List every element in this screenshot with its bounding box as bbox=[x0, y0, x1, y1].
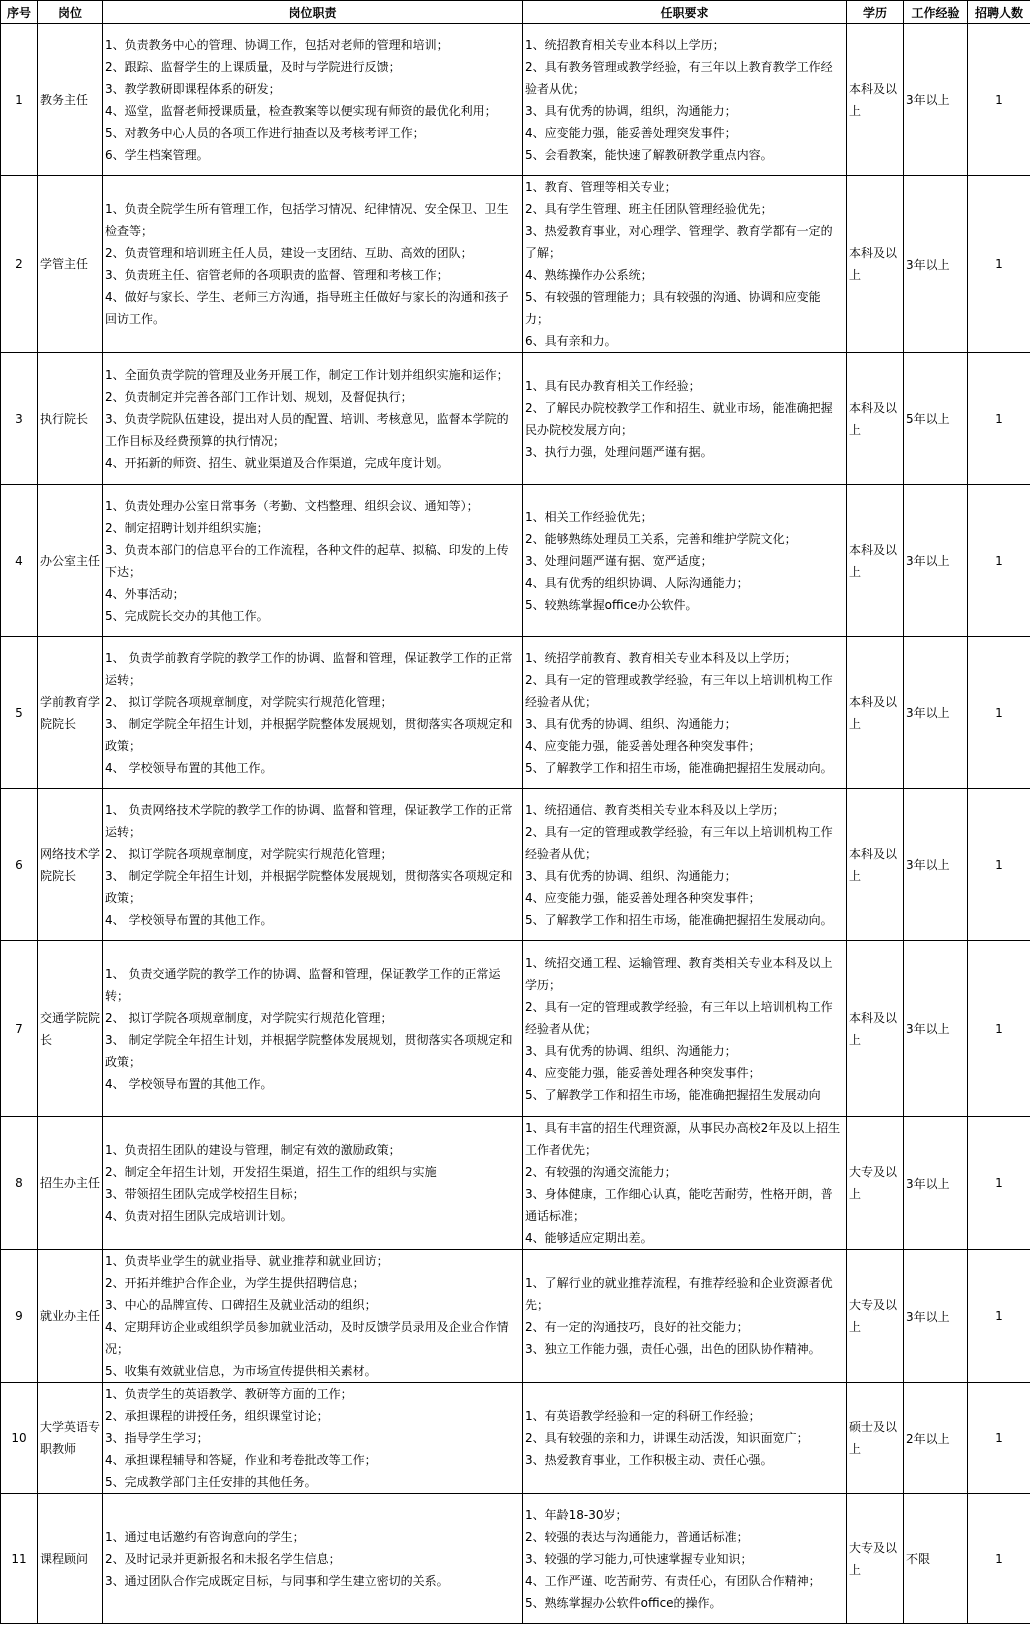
job-duties-line: 3、通过团队合作完成既定目标，与同事和学生建立密切的关系。 bbox=[105, 1573, 449, 1588]
job-requirements-line: 2、能够熟练处理员工关系，完善和维护学院文化； bbox=[525, 531, 797, 546]
job-duties-line: 3、 制定学院全年招生计划，并根据学院整体发展规划，贯彻落实各项规定和政策； bbox=[105, 1032, 513, 1069]
job-requirements bbox=[523, 1494, 847, 1624]
job-duties-line: 3、 制定学院全年招生计划，并根据学院整体发展规划，贯彻落实各项规定和政策； bbox=[105, 716, 513, 753]
job-requirements-line: 1、具有民办教育相关工作经验； bbox=[525, 378, 701, 393]
headcount: 1 bbox=[968, 789, 1030, 941]
row-number: 5 bbox=[1, 637, 38, 789]
row-number: 9 bbox=[1, 1250, 38, 1383]
job-requirements-line: 4、应变能力强，能妥善处理各种突发事件； bbox=[525, 890, 761, 905]
job-duties-line: 2、 拟订学院各项规章制度，对学院实行规范化管理； bbox=[105, 846, 393, 861]
job-duties-line: 4、巡堂，监督老师授课质量，检查教案等以便实现有师资的最优化利用； bbox=[105, 103, 497, 118]
headcount: 1 bbox=[968, 24, 1030, 176]
job-duties-line: 2、负责制定并完善各部门工作计划、规划，及督促执行； bbox=[105, 389, 413, 404]
experience: 3年以上 bbox=[904, 176, 968, 353]
job-requirements bbox=[523, 485, 847, 637]
job-title: 网络技术学院院长 bbox=[38, 789, 103, 941]
job-duties-line: 2、承担课程的讲授任务，组织课堂讨论； bbox=[105, 1409, 329, 1423]
row-number: 1 bbox=[1, 24, 38, 176]
table-row bbox=[1, 485, 1030, 637]
job-duties-line: 1、负责教务中心的管理、协调工作，包括对老师的管理和培训； bbox=[105, 37, 449, 52]
job-requirements-line: 2、较强的表达与沟通能力，普通话标准； bbox=[525, 1529, 749, 1544]
job-requirements-line: 6、具有亲和力。 bbox=[525, 334, 617, 348]
job-title: 学前教育学院院长 bbox=[38, 637, 103, 789]
job-duties bbox=[103, 789, 523, 941]
header-count: 招聘人数 bbox=[968, 1, 1030, 24]
job-duties bbox=[103, 1117, 523, 1250]
experience: 3年以上 bbox=[904, 941, 968, 1117]
job-requirements-line: 3、具有优秀的协调、组织、沟通能力； bbox=[525, 1043, 737, 1058]
table-row bbox=[1, 24, 1030, 176]
job-requirements-line: 2、了解民办院校教学工作和招生、就业市场，能准确把握民办院校发展方向； bbox=[525, 400, 833, 437]
education: 本科及以上 bbox=[847, 941, 904, 1117]
job-requirements bbox=[523, 24, 847, 176]
job-title: 招生办主任 bbox=[38, 1117, 103, 1250]
header-title: 岗位 bbox=[38, 1, 103, 24]
job-requirements-line: 3、身体健康，工作细心认真，能吃苦耐劳，性格开朗，普通话标准； bbox=[525, 1187, 833, 1223]
job-requirements bbox=[523, 1383, 847, 1494]
job-duties-line: 1、负责学生的英语教学、教研等方面的工作； bbox=[105, 1387, 353, 1401]
headcount: 1 bbox=[968, 1117, 1030, 1250]
job-duties-line: 2、 拟订学院各项规章制度，对学院实行规范化管理； bbox=[105, 1010, 393, 1025]
job-duties-line: 1、负责毕业学生的就业指导、就业推荐和就业回访； bbox=[105, 1254, 389, 1268]
education: 大专及以上 bbox=[847, 1494, 904, 1624]
job-requirements-line: 5、有较强的管理能力；具有较强的沟通、协调和应变能力； bbox=[525, 290, 821, 326]
row-number: 2 bbox=[1, 176, 38, 353]
headcount: 1 bbox=[968, 637, 1030, 789]
table-row bbox=[1, 1250, 1030, 1383]
job-duties-line: 3、 制定学院全年招生计划，并根据学院整体发展规划，贯彻落实各项规定和政策； bbox=[105, 868, 513, 905]
job-duties-line: 4、 学校领导布置的其他工作。 bbox=[105, 912, 273, 927]
job-title: 办公室主任 bbox=[38, 485, 103, 637]
job-duties-line: 5、完成教学部门主任安排的其他任务。 bbox=[105, 1475, 317, 1489]
job-requirements-line: 2、具有一定的管理或教学经验，有三年以上培训机构工作经验者从优； bbox=[525, 999, 833, 1036]
header-requirements: 任职要求 bbox=[523, 1, 847, 24]
row-number: 8 bbox=[1, 1117, 38, 1250]
job-duties-line: 2、 拟订学院各项规章制度，对学院实行规范化管理； bbox=[105, 694, 393, 709]
job-duties bbox=[103, 1383, 523, 1494]
job-duties-line: 2、负责管理和培训班主任人员，建设一支团结、互助、高效的团队； bbox=[105, 246, 473, 260]
job-duties-line: 4、定期拜访企业或组织学员参加就业活动，及时反馈学员录用及企业合作情况； bbox=[105, 1320, 509, 1356]
job-requirements-line: 2、具有较强的亲和力，讲课生动活泼，知识面宽广； bbox=[525, 1431, 809, 1445]
row-number: 3 bbox=[1, 353, 38, 485]
job-requirements-line: 5、熟练掌握办公软件office的操作。 bbox=[525, 1595, 722, 1610]
job-title: 执行院长 bbox=[38, 353, 103, 485]
job-duties-line: 6、学生档案管理。 bbox=[105, 147, 209, 162]
job-requirements-line: 4、具有优秀的组织协调、人际沟通能力； bbox=[525, 575, 749, 590]
education: 本科及以上 bbox=[847, 637, 904, 789]
table-row bbox=[1, 1383, 1030, 1494]
education: 本科及以上 bbox=[847, 24, 904, 176]
headcount: 1 bbox=[968, 353, 1030, 485]
experience: 3年以上 bbox=[904, 637, 968, 789]
job-requirements-line: 1、了解行业的就业推荐流程，有推荐经验和企业资源者优先； bbox=[525, 1276, 833, 1312]
job-requirements-line: 3、热爱教育事业，工作积极主动、责任心强。 bbox=[525, 1453, 773, 1467]
table-row bbox=[1, 1494, 1030, 1624]
job-duties-line: 2、开拓并维护合作企业，为学生提供招聘信息； bbox=[105, 1276, 365, 1290]
job-requirements-line: 3、执行力强，处理问题严谨有据。 bbox=[525, 444, 713, 459]
job-duties bbox=[103, 1250, 523, 1383]
table-row bbox=[1, 637, 1030, 789]
job-title: 教务主任 bbox=[38, 24, 103, 176]
job-requirements-line: 1、相关工作经验优先； bbox=[525, 509, 653, 524]
job-requirements-line: 4、工作严谨、吃苦耐劳、有责任心，有团队合作精神； bbox=[525, 1573, 821, 1588]
headcount: 1 bbox=[968, 1494, 1030, 1624]
job-requirements bbox=[523, 941, 847, 1117]
job-duties-line: 3、负责本部门的信息平台的工作流程，各种文件的起草、拟稿、印发的上传下达； bbox=[105, 542, 509, 579]
job-requirements-line: 2、具有教务管理或教学经验，有三年以上教育教学工作经验者从优； bbox=[525, 59, 833, 96]
education: 硕士及以上 bbox=[847, 1383, 904, 1494]
job-title: 学管主任 bbox=[38, 176, 103, 353]
job-requirements-line: 5、了解教学工作和招生市场，能准确把握招生发展动向。 bbox=[525, 912, 833, 927]
row-number: 11 bbox=[1, 1494, 38, 1624]
row-number: 10 bbox=[1, 1383, 38, 1494]
job-duties bbox=[103, 176, 523, 353]
job-duties-line: 5、收集有效就业信息，为市场宣传提供相关素材。 bbox=[105, 1364, 377, 1378]
job-requirements-line: 2、具有一定的管理或教学经验，有三年以上培训机构工作经验者从优； bbox=[525, 824, 833, 861]
job-requirements-line: 4、应变能力强，能妥善处理突发事件； bbox=[525, 125, 737, 140]
job-duties bbox=[103, 941, 523, 1117]
job-duties-line: 3、教学教研即课程体系的研发； bbox=[105, 81, 281, 96]
header-row bbox=[1, 1, 1030, 24]
job-requirements-line: 5、了解教学工作和招生市场，能准确把握招生发展动向。 bbox=[525, 760, 833, 775]
experience: 3年以上 bbox=[904, 485, 968, 637]
headcount: 1 bbox=[968, 1250, 1030, 1383]
job-requirements-line: 5、了解教学工作和招生市场，能准确把握招生发展动向 bbox=[525, 1087, 821, 1102]
table-row bbox=[1, 176, 1030, 353]
job-requirements-line: 1、有英语教学经验和一定的科研工作经验； bbox=[525, 1409, 761, 1423]
row-number: 6 bbox=[1, 789, 38, 941]
job-title: 课程顾问 bbox=[38, 1494, 103, 1624]
job-requirements-line: 3、处理问题严谨有据、宽严适度； bbox=[525, 553, 713, 568]
job-duties-line: 4、 学校领导布置的其他工作。 bbox=[105, 1076, 273, 1091]
experience: 3年以上 bbox=[904, 1250, 968, 1383]
job-duties-line: 1、负责处理办公室日常事务（考勤、文档整理、组织会议、通知等）； bbox=[105, 498, 479, 513]
education: 本科及以上 bbox=[847, 353, 904, 485]
headcount: 1 bbox=[968, 941, 1030, 1117]
job-duties-line: 4、做好与家长、学生、老师三方沟通，指导班主任做好与家长的沟通和孩子回访工作。 bbox=[105, 290, 509, 326]
job-requirements-line: 1、统招学前教育、教育相关专业本科及以上学历； bbox=[525, 650, 797, 665]
job-requirements-line: 2、具有学生管理、班主任团队管理经验优先； bbox=[525, 202, 773, 216]
job-requirements-line: 4、能够适应定期出差。 bbox=[525, 1231, 653, 1245]
job-duties-line: 3、中心的品牌宣传、口碑招生及就业活动的组织； bbox=[105, 1298, 377, 1312]
job-requirements-line: 3、具有优秀的协调、组织、沟通能力； bbox=[525, 868, 737, 883]
job-requirements bbox=[523, 1117, 847, 1250]
job-requirements-line: 3、具有优秀的协调、组织、沟通能力； bbox=[525, 716, 737, 731]
job-duties bbox=[103, 637, 523, 789]
job-requirements-line: 4、应变能力强，能妥善处理各种突发事件； bbox=[525, 1065, 761, 1080]
table-row bbox=[1, 353, 1030, 485]
job-requirements-line: 5、会看教案，能快速了解教研教学重点内容。 bbox=[525, 147, 773, 162]
job-requirements bbox=[523, 1250, 847, 1383]
headcount: 1 bbox=[968, 176, 1030, 353]
experience: 2年以上 bbox=[904, 1383, 968, 1494]
education: 大专及以上 bbox=[847, 1117, 904, 1250]
row-number: 4 bbox=[1, 485, 38, 637]
experience: 3年以上 bbox=[904, 1117, 968, 1250]
job-duties bbox=[103, 353, 523, 485]
job-duties-line: 2、制定招聘计划并组织实施； bbox=[105, 520, 269, 535]
headcount: 1 bbox=[968, 1383, 1030, 1494]
table-row bbox=[1, 941, 1030, 1117]
job-duties-line: 3、负责学院队伍建设，提出对人员的配置、培训、考核意见，监督本学院的工作目标及经费预算的执行情况； bbox=[105, 411, 509, 448]
header-no: 序号 bbox=[1, 1, 38, 24]
job-requirements-line: 4、应变能力强，能妥善处理各种突发事件； bbox=[525, 738, 761, 753]
job-duties-line: 1、 负责学前教育学院的教学工作的协调、监督和管理，保证教学工作的正常运转； bbox=[105, 650, 513, 687]
job-requirements-line: 1、统招交通工程、运输管理、教育类相关专业本科及以上学历； bbox=[525, 955, 833, 992]
job-requirements-line: 1、具有丰富的招生代理资源，从事民办高校2年及以上招生工作者优先； bbox=[525, 1121, 841, 1157]
job-requirements-line: 1、统招通信、教育类相关专业本科及以上学历； bbox=[525, 802, 785, 817]
job-title: 交通学院院长 bbox=[38, 941, 103, 1117]
education: 大专及以上 bbox=[847, 1250, 904, 1383]
job-duties-line: 5、对教务中心人员的各项工作进行抽查以及考核考评工作； bbox=[105, 125, 425, 140]
job-requirements-line: 3、具有优秀的协调，组织，沟通能力； bbox=[525, 103, 737, 118]
experience: 不限 bbox=[904, 1494, 968, 1624]
job-duties-line: 4、 学校领导布置的其他工作。 bbox=[105, 760, 273, 775]
job-duties-line: 4、外事活动； bbox=[105, 586, 185, 601]
job-duties bbox=[103, 1494, 523, 1624]
header-experience: 工作经验 bbox=[904, 1, 968, 24]
job-duties-line: 4、开拓新的师资、招生、就业渠道及合作渠道，完成年度计划。 bbox=[105, 455, 449, 470]
job-requirements-line: 5、较熟练掌握office办公软件。 bbox=[525, 597, 698, 612]
job-duties-line: 2、及时记录并更新报名和未报名学生信息； bbox=[105, 1551, 341, 1566]
job-duties-line: 1、通过电话邀约有咨询意向的学生； bbox=[105, 1529, 305, 1544]
experience: 5年以上 bbox=[904, 353, 968, 485]
table-row bbox=[1, 1117, 1030, 1250]
experience: 3年以上 bbox=[904, 24, 968, 176]
job-title: 大学英语专职教师 bbox=[38, 1383, 103, 1494]
job-requirements-line: 3、热爱教育事业，对心理学、管理学、教育学都有一定的了解； bbox=[525, 224, 833, 260]
job-requirements bbox=[523, 353, 847, 485]
job-requirements-line: 1、统招教育相关专业本科以上学历； bbox=[525, 37, 725, 52]
education: 本科及以上 bbox=[847, 485, 904, 637]
job-duties bbox=[103, 485, 523, 637]
job-requirements-line: 3、独立工作能力强，责任心强，出色的团队协作精神。 bbox=[525, 1342, 821, 1356]
table-row bbox=[1, 789, 1030, 941]
row-number: 7 bbox=[1, 941, 38, 1117]
job-requirements-line: 1、教育、管理等相关专业； bbox=[525, 180, 677, 194]
headcount: 1 bbox=[968, 485, 1030, 637]
job-duties-line: 3、带领招生团队完成学校招生目标； bbox=[105, 1187, 305, 1201]
job-requirements bbox=[523, 637, 847, 789]
experience: 3年以上 bbox=[904, 789, 968, 941]
job-requirements bbox=[523, 789, 847, 941]
job-title: 就业办主任 bbox=[38, 1250, 103, 1383]
job-duties bbox=[103, 24, 523, 176]
job-requirements-line: 3、较强的学习能力,可快速掌握专业知识； bbox=[525, 1551, 753, 1566]
education: 本科及以上 bbox=[847, 176, 904, 353]
job-requirements bbox=[523, 176, 847, 353]
job-requirements-line: 1、年龄18-30岁； bbox=[525, 1507, 628, 1522]
header-duties: 岗位职责 bbox=[103, 1, 523, 24]
job-requirements-line: 2、有较强的沟通交流能力； bbox=[525, 1165, 677, 1179]
job-duties-line: 1、 负责网络技术学院的教学工作的协调、监督和管理，保证教学工作的正常运转； bbox=[105, 802, 513, 839]
job-duties-line: 4、负责对招生团队完成培训计划。 bbox=[105, 1209, 293, 1223]
education: 本科及以上 bbox=[847, 789, 904, 941]
job-requirements-line: 4、熟练操作办公系统； bbox=[525, 268, 653, 282]
job-duties-line: 2、跟踪、监督学生的上课质量，及时与学院进行反馈； bbox=[105, 59, 401, 74]
job-duties-line: 1、负责全院学生所有管理工作，包括学习情况、纪律情况、安全保卫、卫生检查等； bbox=[105, 202, 509, 238]
job-requirements-line: 2、具有一定的管理或教学经验，有三年以上培训机构工作经验者从优； bbox=[525, 672, 833, 709]
job-duties-line: 3、指导学生学习； bbox=[105, 1431, 209, 1445]
job-duties-line: 1、 负责交通学院的教学工作的协调、监督和管理，保证教学工作的正常运转； bbox=[105, 966, 501, 1003]
job-duties-line: 1、负责招生团队的建设与管理，制定有效的激励政策； bbox=[105, 1143, 401, 1157]
job-duties-line: 3、负责班主任、宿管老师的各项职责的监督、管理和考核工作； bbox=[105, 268, 449, 282]
header-education: 学历 bbox=[847, 1, 904, 24]
job-duties-line: 4、承担课程辅导和答疑，作业和考卷批改等工作； bbox=[105, 1453, 377, 1467]
job-requirements-line: 2、有一定的沟通技巧，良好的社交能力； bbox=[525, 1320, 749, 1334]
job-duties-line: 1、全面负责学院的管理及业务开展工作，制定工作计划并组织实施和运作； bbox=[105, 367, 509, 382]
job-duties-line: 2、制定全年招生计划，开发招生渠道，招生工作的组织与实施 bbox=[105, 1165, 437, 1179]
job-duties-line: 5、完成院长交办的其他工作。 bbox=[105, 608, 269, 623]
